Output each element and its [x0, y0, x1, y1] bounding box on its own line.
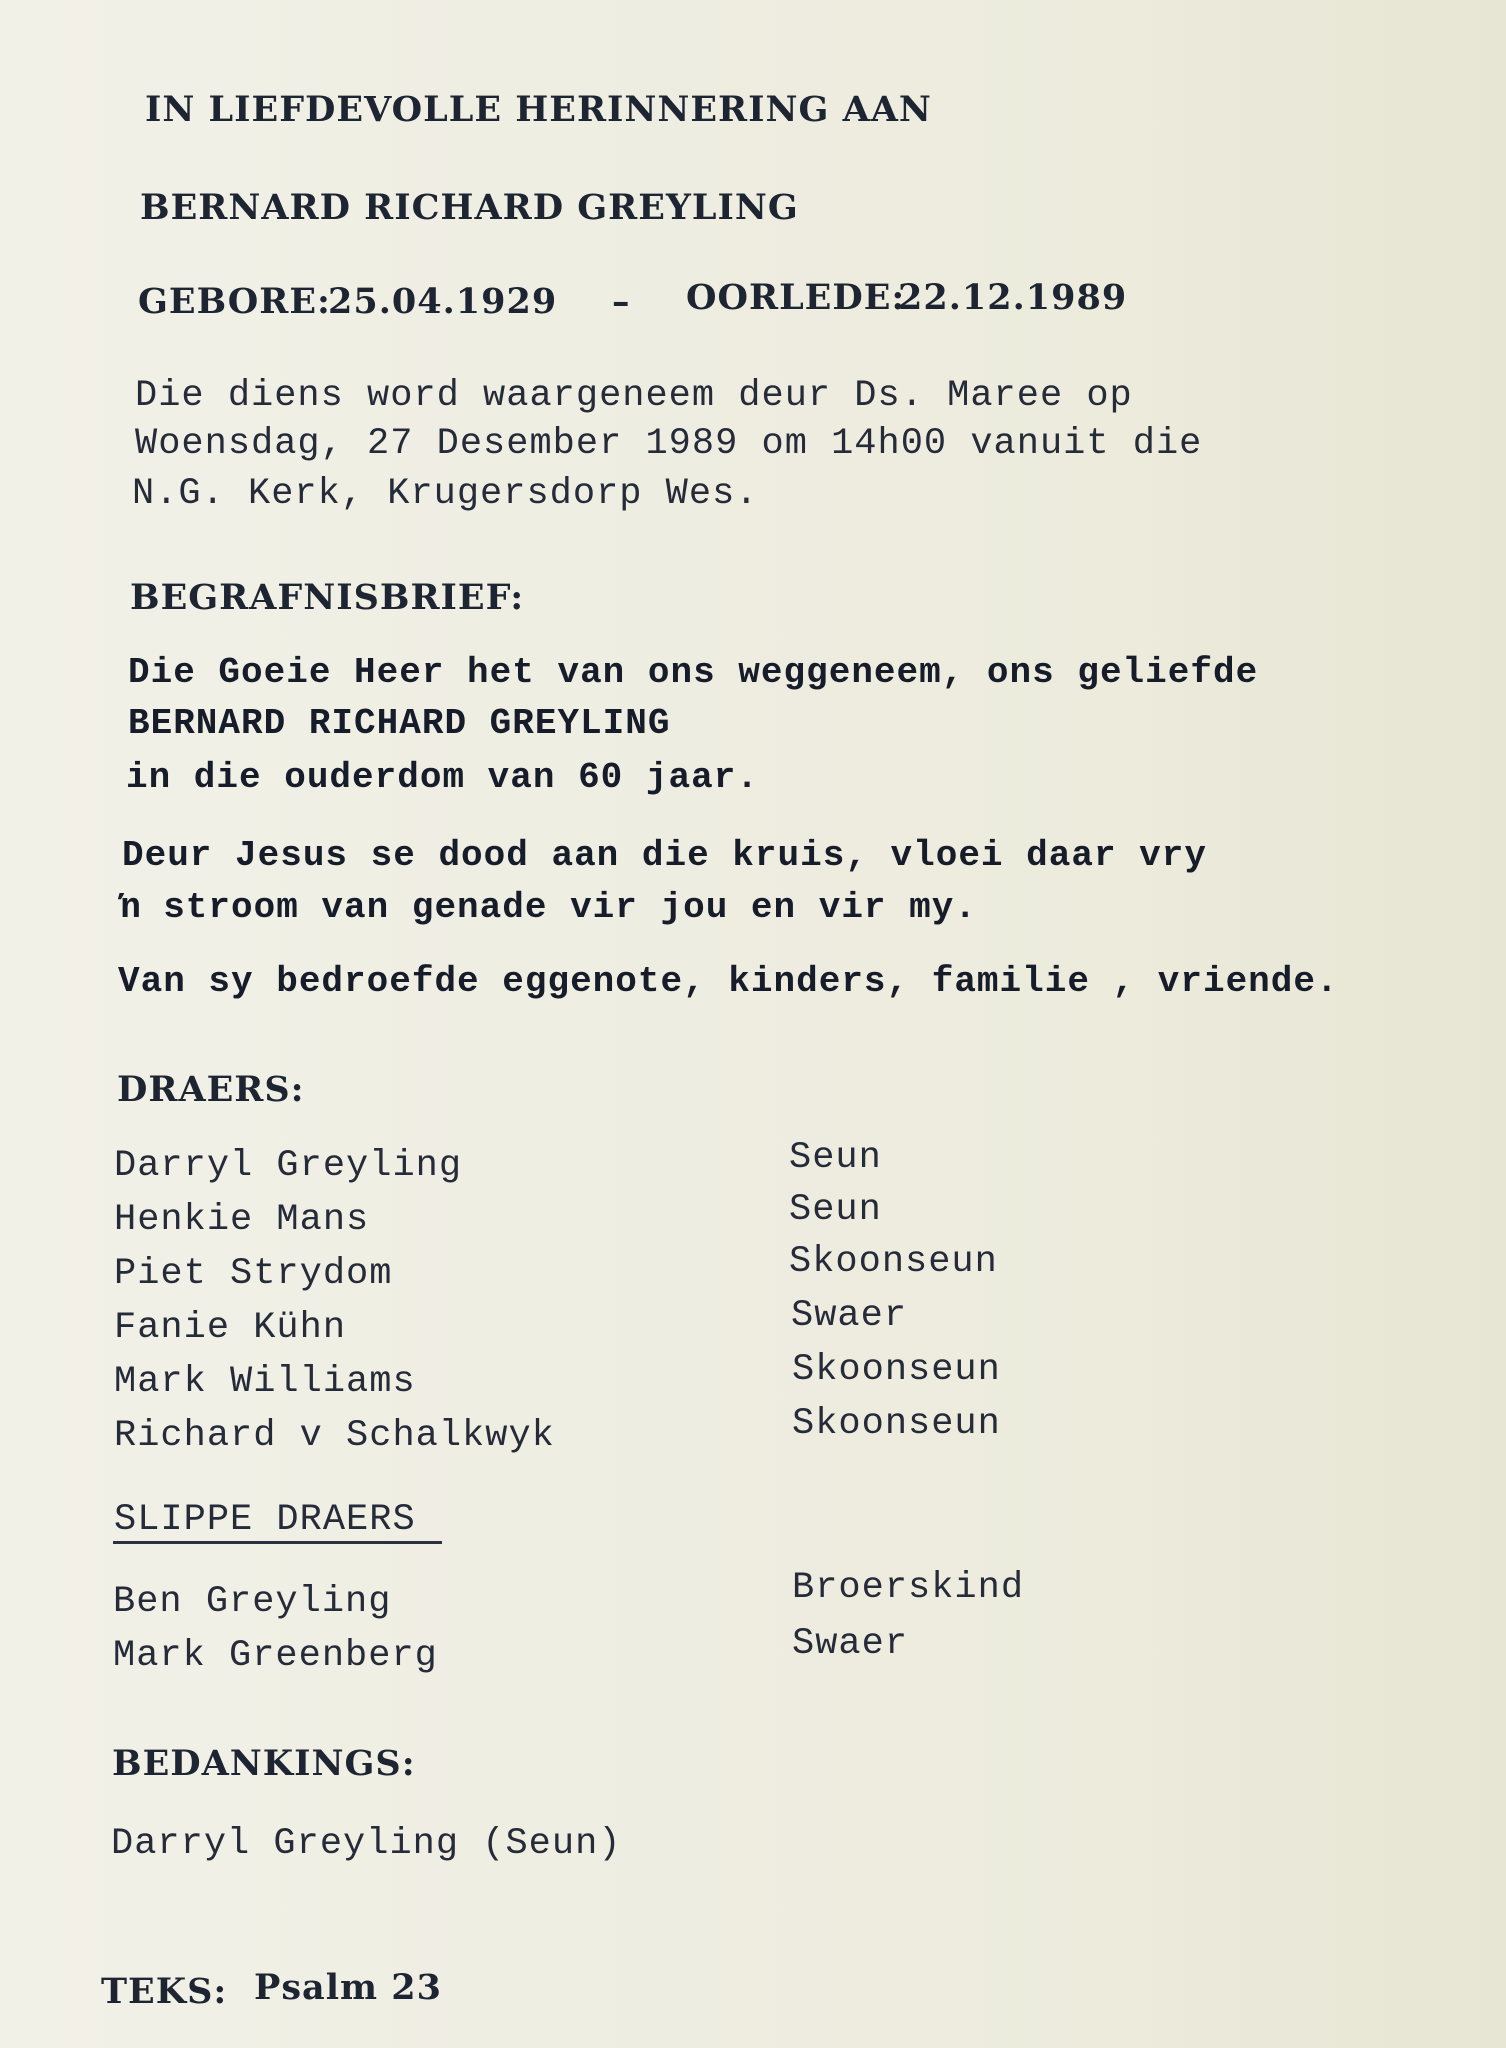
- letter-paragraph-1-line-1: Die Goeie Heer het van ons weggeneem, ons geliefde: [128, 652, 1259, 693]
- memorial-line: IN LIEFDEVOLLE HERINNERING AAN: [145, 89, 932, 130]
- bearer-relation-1: Seun: [789, 1137, 882, 1179]
- bearer-name-6: Richard v Schalkwyk: [114, 1415, 555, 1457]
- letter-paragraph-2-line-1: Deur Jesus se dood aan die kruis, vloei daar vry: [122, 835, 1207, 876]
- pall-bearer-relation-1: Broerskind: [792, 1567, 1025, 1609]
- bearer-relation-6: Skoonseun: [792, 1403, 1001, 1445]
- pall-bearer-name-1: Ben Greyling: [113, 1581, 392, 1623]
- thanks-heading: BEDANKINGS:: [112, 1743, 416, 1784]
- pall-bearers-heading: SLIPPE DRAERS: [114, 1499, 416, 1541]
- born-label: GEBORE:: [138, 281, 331, 322]
- bearers-heading: DRAERS:: [117, 1069, 305, 1110]
- died-date: 22.12.1989: [898, 277, 1128, 318]
- pall-bearer-name-2: Mark Greenberg: [113, 1635, 438, 1677]
- service-line-1: Die diens word waargeneem deur Ds. Maree op: [135, 375, 1133, 417]
- bearer-name-3: Piet Strydom: [114, 1253, 393, 1295]
- text-label: TEKS:: [101, 1971, 228, 2012]
- bearer-name-5: Mark Williams: [114, 1361, 416, 1403]
- funeral-letter-heading: BEGRAFNISBRIEF:: [130, 577, 525, 618]
- bearer-name-1: Darryl Greyling: [114, 1145, 463, 1187]
- letter-paragraph-1-line-2: BERNARD RICHARD GREYLING: [128, 703, 671, 744]
- service-line-3: N.G. Kerk, Krugersdorp Wes.: [132, 473, 759, 515]
- deceased-name: BERNARD RICHARD GREYLING: [140, 187, 799, 228]
- letter-paragraph-3: Van sy bedroefde eggenote, kinders, familie , vriende.: [118, 961, 1339, 1002]
- pall-bearers-underline: [113, 1541, 442, 1544]
- bearer-name-4: Fanie Kühn: [114, 1307, 347, 1349]
- service-line-2: Woensdag, 27 Desember 1989 om 14h00 vanuit die: [135, 423, 1203, 465]
- bearer-relation-3: Skoonseun: [789, 1241, 998, 1283]
- text-value: Psalm 23: [254, 1967, 442, 2008]
- bearer-relation-5: Skoonseun: [792, 1349, 1001, 1391]
- bearer-relation-2: Seun: [789, 1189, 882, 1231]
- bearer-relation-4: Swaer: [791, 1295, 908, 1337]
- pall-bearer-relation-2: Swaer: [792, 1623, 909, 1665]
- thanks-text: Darryl Greyling (Seun): [111, 1823, 622, 1865]
- letter-paragraph-1-line-3: in die ouderdom van 60 jaar.: [126, 757, 759, 798]
- letter-paragraph-2-line-2: ŉ stroom van genade vir jou en vir my.: [118, 887, 977, 928]
- date-separator: –: [612, 281, 631, 322]
- bearer-name-2: Henkie Mans: [114, 1199, 370, 1241]
- died-label: OORLEDE:: [686, 277, 906, 318]
- born-date: 25.04.1929: [328, 281, 558, 322]
